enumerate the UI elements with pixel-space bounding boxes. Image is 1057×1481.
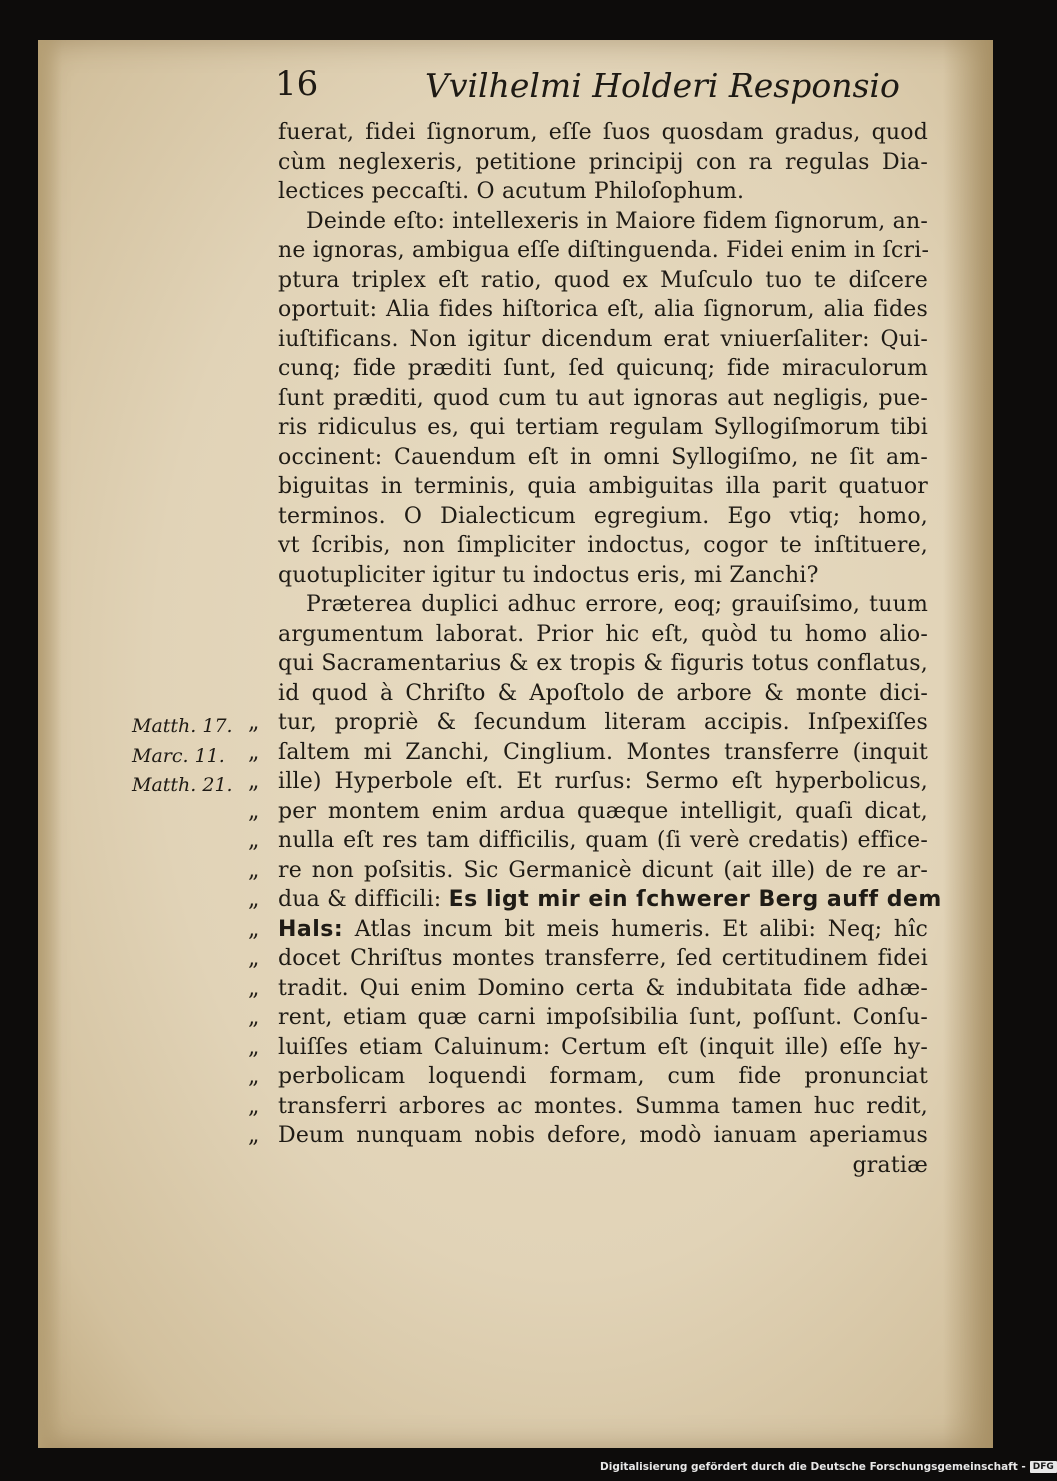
text-line: terminos. O Dialecticum egregium. Ego vtiq; homo, <box>278 503 928 529</box>
dfg-logo: DFG <box>1030 1461 1057 1473</box>
text-line: Deinde eſto: intellexeris in Maiore fidem ſignorum, an- <box>306 208 928 234</box>
text-line: ille) Hyperbole eſt. Et rurſus: Sermo eſt hyperbolicus, <box>278 769 928 794</box>
text-line: occinent: Cauendum eſt in omni Syllogiſmo, ne ſit am- <box>278 444 928 470</box>
quote-mark: „ <box>248 1034 260 1060</box>
page-number: 16 <box>275 64 319 104</box>
blank-quote-slot <box>248 118 276 148</box>
text-line: oportuit: Alia fides hiſtorica eſt, alia ſignorum, alia fides <box>278 297 928 322</box>
quote-mark: „ <box>248 798 260 824</box>
page-left-shadow <box>38 40 62 1448</box>
text-line: cunq; fide præditi ſunt, ſed quicunq; fide miraculorum <box>278 356 928 381</box>
blank-quote-slot <box>248 413 276 443</box>
text-line: Præterea duplici adhuc errore, eoq; grauiſsimo, tuum <box>306 592 928 617</box>
text-line: quotupliciter igitur tu indoctus eris, mi Zanchi? <box>278 562 819 588</box>
blank-quote-slot <box>248 384 276 414</box>
running-head: Vvilhelmi Holderi Responsio <box>425 66 900 105</box>
text-line: ris ridiculus es, qui tertiam regulam Syllogiſmorum tibi <box>278 415 928 440</box>
quote-mark: „ <box>248 857 260 883</box>
margin-ref: Marc. 11. <box>132 744 225 767</box>
blank-quote-slot <box>248 531 276 561</box>
text-line: re non poſsitis. Sic Germanicè dicunt (ait ille) de re ar- <box>278 857 928 883</box>
text-line: id quod à Chriſto & Apoſtolo de arbore & monte dici- <box>278 680 928 706</box>
page-right-shadow <box>943 40 993 1448</box>
blank-quote-slot <box>248 266 276 296</box>
blank-quote-slot <box>248 472 276 502</box>
footer-text: Digitalisierung gefördert durch die Deutsche Forschungsgemeinschaft - <box>600 1461 1026 1473</box>
quote-mark: „ <box>248 828 260 853</box>
text-line: Deum nunquam nobis defore, modò ianuam aperiamus <box>278 1123 928 1148</box>
german-phrase: Hals: <box>278 916 344 942</box>
text-fragment: dua & difficili: <box>278 887 449 912</box>
text-line: lectices peccaſti. O acutum Philoſophum. <box>278 179 745 204</box>
quote-mark: „ <box>248 916 260 942</box>
blank-quote-slot <box>248 590 276 620</box>
text-line: argumentum laborat. Prior hic eſt, quòd tu homo alio- <box>278 621 928 647</box>
text-line: qui Sacramentarius & ex tropis & figuris totus conflatus, <box>278 651 928 676</box>
blank-quote-slot <box>248 148 276 178</box>
text-line: ſaltem mi Zanchi, Cinglium. Montes transferre (inquit <box>278 739 928 765</box>
quotation-marks-column <box>248 118 276 1151</box>
quote-mark: „ <box>248 1123 260 1148</box>
margin-ref: Matth. 17. <box>132 715 233 737</box>
text-line: cùm neglexeris, petitione principij con ra regulas Dia- <box>278 149 928 175</box>
blank-quote-slot <box>248 354 276 384</box>
blank-quote-slot <box>248 649 276 679</box>
text-line: nulla eſt res tam difficilis, quam (ſi verè credatis) effice- <box>278 828 928 853</box>
text-line: ſunt præditi, quod cum tu aut ignoras aut negligis, pue- <box>278 385 928 411</box>
catchword: gratiæ <box>852 1152 928 1178</box>
text-line: rent, etiam quæ carni impoſsibilia ſunt, poſſunt. Conſu- <box>278 1005 928 1030</box>
text-line: fuerat, fidei ſignorum, eſſe ſuos quosdam gradus, quod <box>278 120 928 145</box>
digitization-footer <box>600 1456 1054 1478</box>
quote-mark: „ <box>248 946 260 971</box>
quote-mark: „ <box>248 739 260 765</box>
blank-quote-slot <box>248 207 276 237</box>
text-line: luiſſes etiam Caluinum: Certum eſt (inquit ille) eſſe hy- <box>278 1034 928 1060</box>
blank-quote-slot <box>248 679 276 709</box>
blank-quote-slot <box>248 295 276 325</box>
text-line: ptura triplex eſt ratio, quod ex Muſculo tuo te diſcere <box>278 267 928 293</box>
text-line: vt ſcribis, non ſimpliciter indoctus, cogor te inſtituere, <box>278 533 928 558</box>
blank-quote-slot <box>248 620 276 650</box>
text-line: perbolicam loquendi formam, cum fide pronunciat <box>278 1064 928 1089</box>
text-line-german <box>278 915 928 945</box>
text-line: tradit. Qui enim Domino certa & indubitata fide adhæ- <box>278 975 928 1001</box>
quote-mark: „ <box>248 1005 260 1030</box>
quote-mark: „ <box>248 1064 260 1089</box>
blank-quote-slot <box>248 177 276 207</box>
text-line: tur, propriè & ſecundum literam accipis. Inſpexiſſes <box>278 710 928 735</box>
text-line: transferri arbores ac montes. Summa tamen huc redit, <box>278 1093 928 1119</box>
quote-mark: „ <box>248 710 260 735</box>
german-phrase: Es ligt mir ein ſchwerer Berg auff dem <box>448 887 942 912</box>
quote-mark: „ <box>248 769 260 794</box>
blank-quote-slot <box>248 561 276 591</box>
margin-ref: Matth. 21. <box>132 774 233 796</box>
blank-quote-slot <box>248 325 276 355</box>
text-line: per montem enim ardua quæque intelligit, quaſi dicat, <box>278 798 928 824</box>
text-line: iuſtificans. Non igitur dicendum erat vniuerſaliter: Qui- <box>278 326 928 352</box>
text-line: docet Chriſtus montes transferre, ſed certitudinem fidei <box>278 946 928 971</box>
quote-mark: „ <box>248 1093 260 1119</box>
blank-quote-slot <box>248 236 276 266</box>
blank-quote-slot <box>248 502 276 532</box>
page-header <box>275 64 900 114</box>
blank-quote-slot <box>248 443 276 473</box>
text-line-german <box>278 885 942 915</box>
marginal-references <box>132 712 252 801</box>
body-text <box>278 118 942 1180</box>
quote-mark: „ <box>248 887 260 912</box>
text-line: biguitas in terminis, quia ambiguitas illa parit quatuor <box>278 474 928 499</box>
text-fragment: Atlas incum bit meis humeris. Et alibi: Neq; hîc <box>343 916 928 942</box>
quote-mark: „ <box>248 975 260 1001</box>
text-line: ne ignoras, ambigua eſſe diſtinguenda. Fidei enim in ſcri- <box>278 238 930 263</box>
